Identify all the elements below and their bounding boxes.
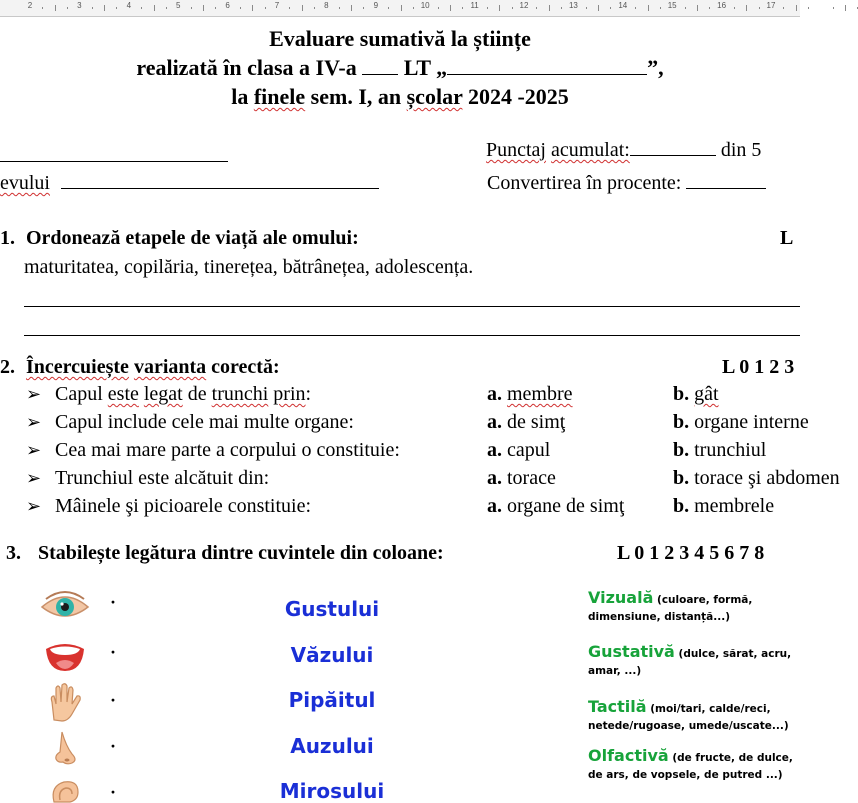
ruler-number: 2 [27,1,33,10]
q2-stem-part: legat [143,383,183,405]
ruler-number: 3 [77,1,82,10]
option-letter: a. [487,495,502,517]
ruler-tick [598,5,599,11]
perception-name: Vizuală [588,588,654,607]
class-blank [362,74,398,75]
perception-item[interactable] [588,698,793,735]
option-a[interactable] [487,383,573,406]
ear-icon [48,778,84,802]
q2-stem [55,495,311,518]
ruler-tick [203,5,204,11]
ruler-number: 10 [420,1,430,10]
ruler-tick [759,7,760,9]
ruler-tick [709,7,710,9]
perception-name: Tactilă [588,697,647,716]
score-label: acumulat: [551,139,630,161]
ruler-tick [141,7,142,9]
ruler-tick [438,7,439,9]
ruler-tick [734,7,735,9]
q1-heading [0,227,359,250]
ruler-tick [104,5,105,11]
ruler-number: 11 [470,1,479,10]
option-b[interactable] [673,467,840,490]
nose-icon [52,730,80,766]
title-year: 2024 -2025 [467,84,569,109]
ruler-tick [388,7,389,9]
ruler-tick [166,7,167,9]
match-dot[interactable]: · [110,690,117,710]
title-class-text: realizată în clasa a IV-a [136,55,357,80]
q2-stem [55,411,354,434]
option-text: torace şi abdomen [694,467,840,489]
ruler-tick [215,7,216,9]
q2-stem-part: trunchi [211,383,269,405]
match-dot[interactable]: · [110,642,117,662]
ruler-number: 5 [175,1,181,10]
option-a[interactable] [487,439,550,462]
option-a[interactable] [487,411,565,434]
option-text: torace [507,467,556,489]
student-line [0,172,379,195]
option-letter: b. [673,411,690,433]
ruler-number: 4 [126,1,132,10]
q1-items: maturitatea, copilăria, tinerețea, bătrânețea, adolescența. [24,256,474,278]
q3-number: 3. [6,542,21,564]
ruler-tick [67,7,68,9]
q1-text: Ordonează etapele de viață ale omului: [26,227,359,249]
option-b[interactable] [673,495,774,518]
ruler-tick [302,5,303,11]
q2-heading [0,356,280,379]
perception-item[interactable] [588,643,793,680]
option-text: de simţ [507,411,566,433]
ruler-tick [55,5,56,11]
perception-desc: (culoare, formă, dimensiune, distanță...) [588,594,753,623]
q2-stem-part: Capul include cele mai multe organe: [55,411,354,433]
ruler-tick [351,5,352,11]
school-blank [447,74,647,75]
option-a[interactable] [487,467,556,490]
ruler-number: 12 [519,1,529,10]
hand-icon [44,682,86,722]
sense-word[interactable]: Auzului [290,734,374,758]
student-label: evului [0,172,50,194]
q2-stem-part: Capul [55,383,108,405]
sense-word[interactable]: Văzului [290,643,374,667]
ruler-tick [154,5,155,11]
q2-text: varianta [133,356,207,378]
q2-text: Încercuiește [26,356,129,378]
percent-blank [686,188,766,189]
ruler-tick [116,7,117,9]
q2-stem-part: prin [273,383,306,405]
option-text: membre [507,383,573,405]
title-school-prefix: LT „ [403,55,448,80]
ruler-tick [561,7,562,9]
perception-item[interactable] [588,589,793,626]
perception-desc: (dulce, sărat, acru, amar, ...) [588,648,792,677]
score-label: Punctaj [486,139,546,161]
bullet-arrow-icon: ➢ [26,412,42,432]
ruler-tick [549,5,550,11]
ruler-number: 15 [667,1,677,10]
option-letter: b. [673,467,690,489]
ruler-tick [314,7,315,9]
ruler-tick [635,7,636,9]
option-letter: b. [673,439,690,461]
ruler-tick [648,5,649,11]
title-word: școlar [406,84,463,109]
title-word: finele [253,84,306,109]
ruler-number: 17 [766,1,776,10]
q2-stem [55,467,269,490]
student-blank [61,188,379,189]
option-text: membrele [694,495,775,517]
q1-level: L [780,227,794,249]
eye-icon [40,591,90,623]
match-dot[interactable]: · [110,592,117,612]
ruler-tick [808,7,809,9]
ruler-tick [339,7,340,9]
ruler-tick [610,7,611,9]
ruler-tick [845,5,846,11]
bullet-arrow-icon: ➢ [26,468,42,488]
q1-answer-line-1 [24,306,800,307]
ruler-number: 6 [225,1,230,10]
title-line-1: Evaluare sumativă la științe [269,26,531,51]
q2-stem [55,439,400,462]
option-b[interactable] [673,411,809,434]
percent-label: Convertirea în procente: [487,172,682,194]
option-a[interactable] [487,495,624,518]
q2-stem-part: de [182,383,212,405]
ruler-tick [265,7,266,9]
q3-text: Stabilește legătura dintre cuvintele din coloane: [38,542,444,564]
ruler-tick [92,7,93,9]
ruler-number: 16 [717,1,727,10]
ruler-tick [401,5,402,11]
ruler-number: 14 [618,1,628,10]
q2-stem-part: : [305,383,312,405]
ruler-tick [289,7,290,9]
q2-level: L 0 1 2 3 [722,356,795,378]
q2-text: corectă: [211,356,280,378]
option-letter: a. [487,439,502,461]
ruler-tick [536,7,537,9]
option-text: organe de simţ [507,495,625,517]
q1-answer-line-2 [24,335,800,336]
score-line [486,139,761,162]
ruler-tick [487,7,488,9]
ruler-number: 9 [373,1,379,10]
option-b[interactable] [673,383,719,406]
ruler-tick [42,7,43,9]
score-max: 5 [751,139,762,161]
ruler-tick [191,7,192,9]
option-text: organe interne [694,411,809,433]
title-word: la [231,84,249,109]
option-b[interactable] [673,439,766,462]
score-from: din [720,139,747,161]
bullet-arrow-icon: ➢ [26,384,42,404]
mouth-icon [44,639,86,673]
ruler-number: 8 [324,1,329,10]
ruler-tick [450,5,451,11]
q2-stem-part: Trunchiul este alcătuit din: [55,467,270,489]
perception-item[interactable] [588,747,793,784]
ruler-tick [462,7,463,9]
option-letter: a. [487,383,502,405]
ruler-tick [512,7,513,9]
sense-word[interactable]: Pipăitul [288,688,376,712]
bullet-arrow-icon: ➢ [26,440,42,460]
q1-number: 1. [0,227,15,249]
perception-desc: (moi/tari, calde/reci, netede/rugoase, umede/uscate...) [588,703,789,732]
sense-word[interactable]: Mirosului [279,779,385,803]
ruler-tick [746,5,747,11]
name-blank-line [0,161,228,162]
title-school-suffix: ”, [647,55,664,80]
option-letter: b. [673,383,690,405]
option-text: trunchiul [694,439,767,461]
bullet-arrow-icon: ➢ [26,496,42,516]
option-letter: a. [487,467,502,489]
q2-number: 2. [0,356,15,378]
q2-stem [55,383,311,406]
ruler-tick [499,5,500,11]
ruler-tick [833,7,834,9]
q2-stem-part: Cea mai mare parte a corpului o constituie: [55,439,400,461]
ruler-tick [685,7,686,9]
option-text: gât [694,383,719,405]
option-letter: a. [487,411,502,433]
q3-heading [6,542,444,565]
title-line-2 [0,55,800,81]
score-blank [630,155,716,156]
ruler-tick [660,7,661,9]
title-line-3 [0,84,800,110]
ruler-tick [697,5,698,11]
ruler-number: 7 [274,1,280,10]
ruler-tick [796,5,797,11]
ruler-tick [783,7,784,9]
q2-stem-part: Mâinele şi picioarele constituie: [55,495,312,517]
sense-word[interactable]: Gustului [284,597,380,621]
title-word: sem. I, an [310,84,402,109]
ruler-tick [252,5,253,11]
perception-name: Gustativă [588,642,675,661]
perception-name: Olfactivă [588,746,669,765]
ruler-tick [363,7,364,9]
ruler-tick [240,7,241,9]
q3-level: L 0 1 2 3 4 5 6 7 8 [617,542,765,564]
perception-desc: (de fructe, de dulce, de ars, de vopsele, de putred ...) [588,752,793,781]
option-text: capul [507,439,551,461]
ruler-number: 13 [568,1,578,10]
ruler-tick [413,7,414,9]
percent-line [487,172,766,195]
option-letter: b. [673,495,690,517]
match-dot[interactable]: · [110,736,117,756]
q2-stem-part: este [107,383,139,405]
horizontal-ruler[interactable] [0,0,800,17]
match-dot[interactable]: · [110,782,117,802]
ruler-tick [586,7,587,9]
